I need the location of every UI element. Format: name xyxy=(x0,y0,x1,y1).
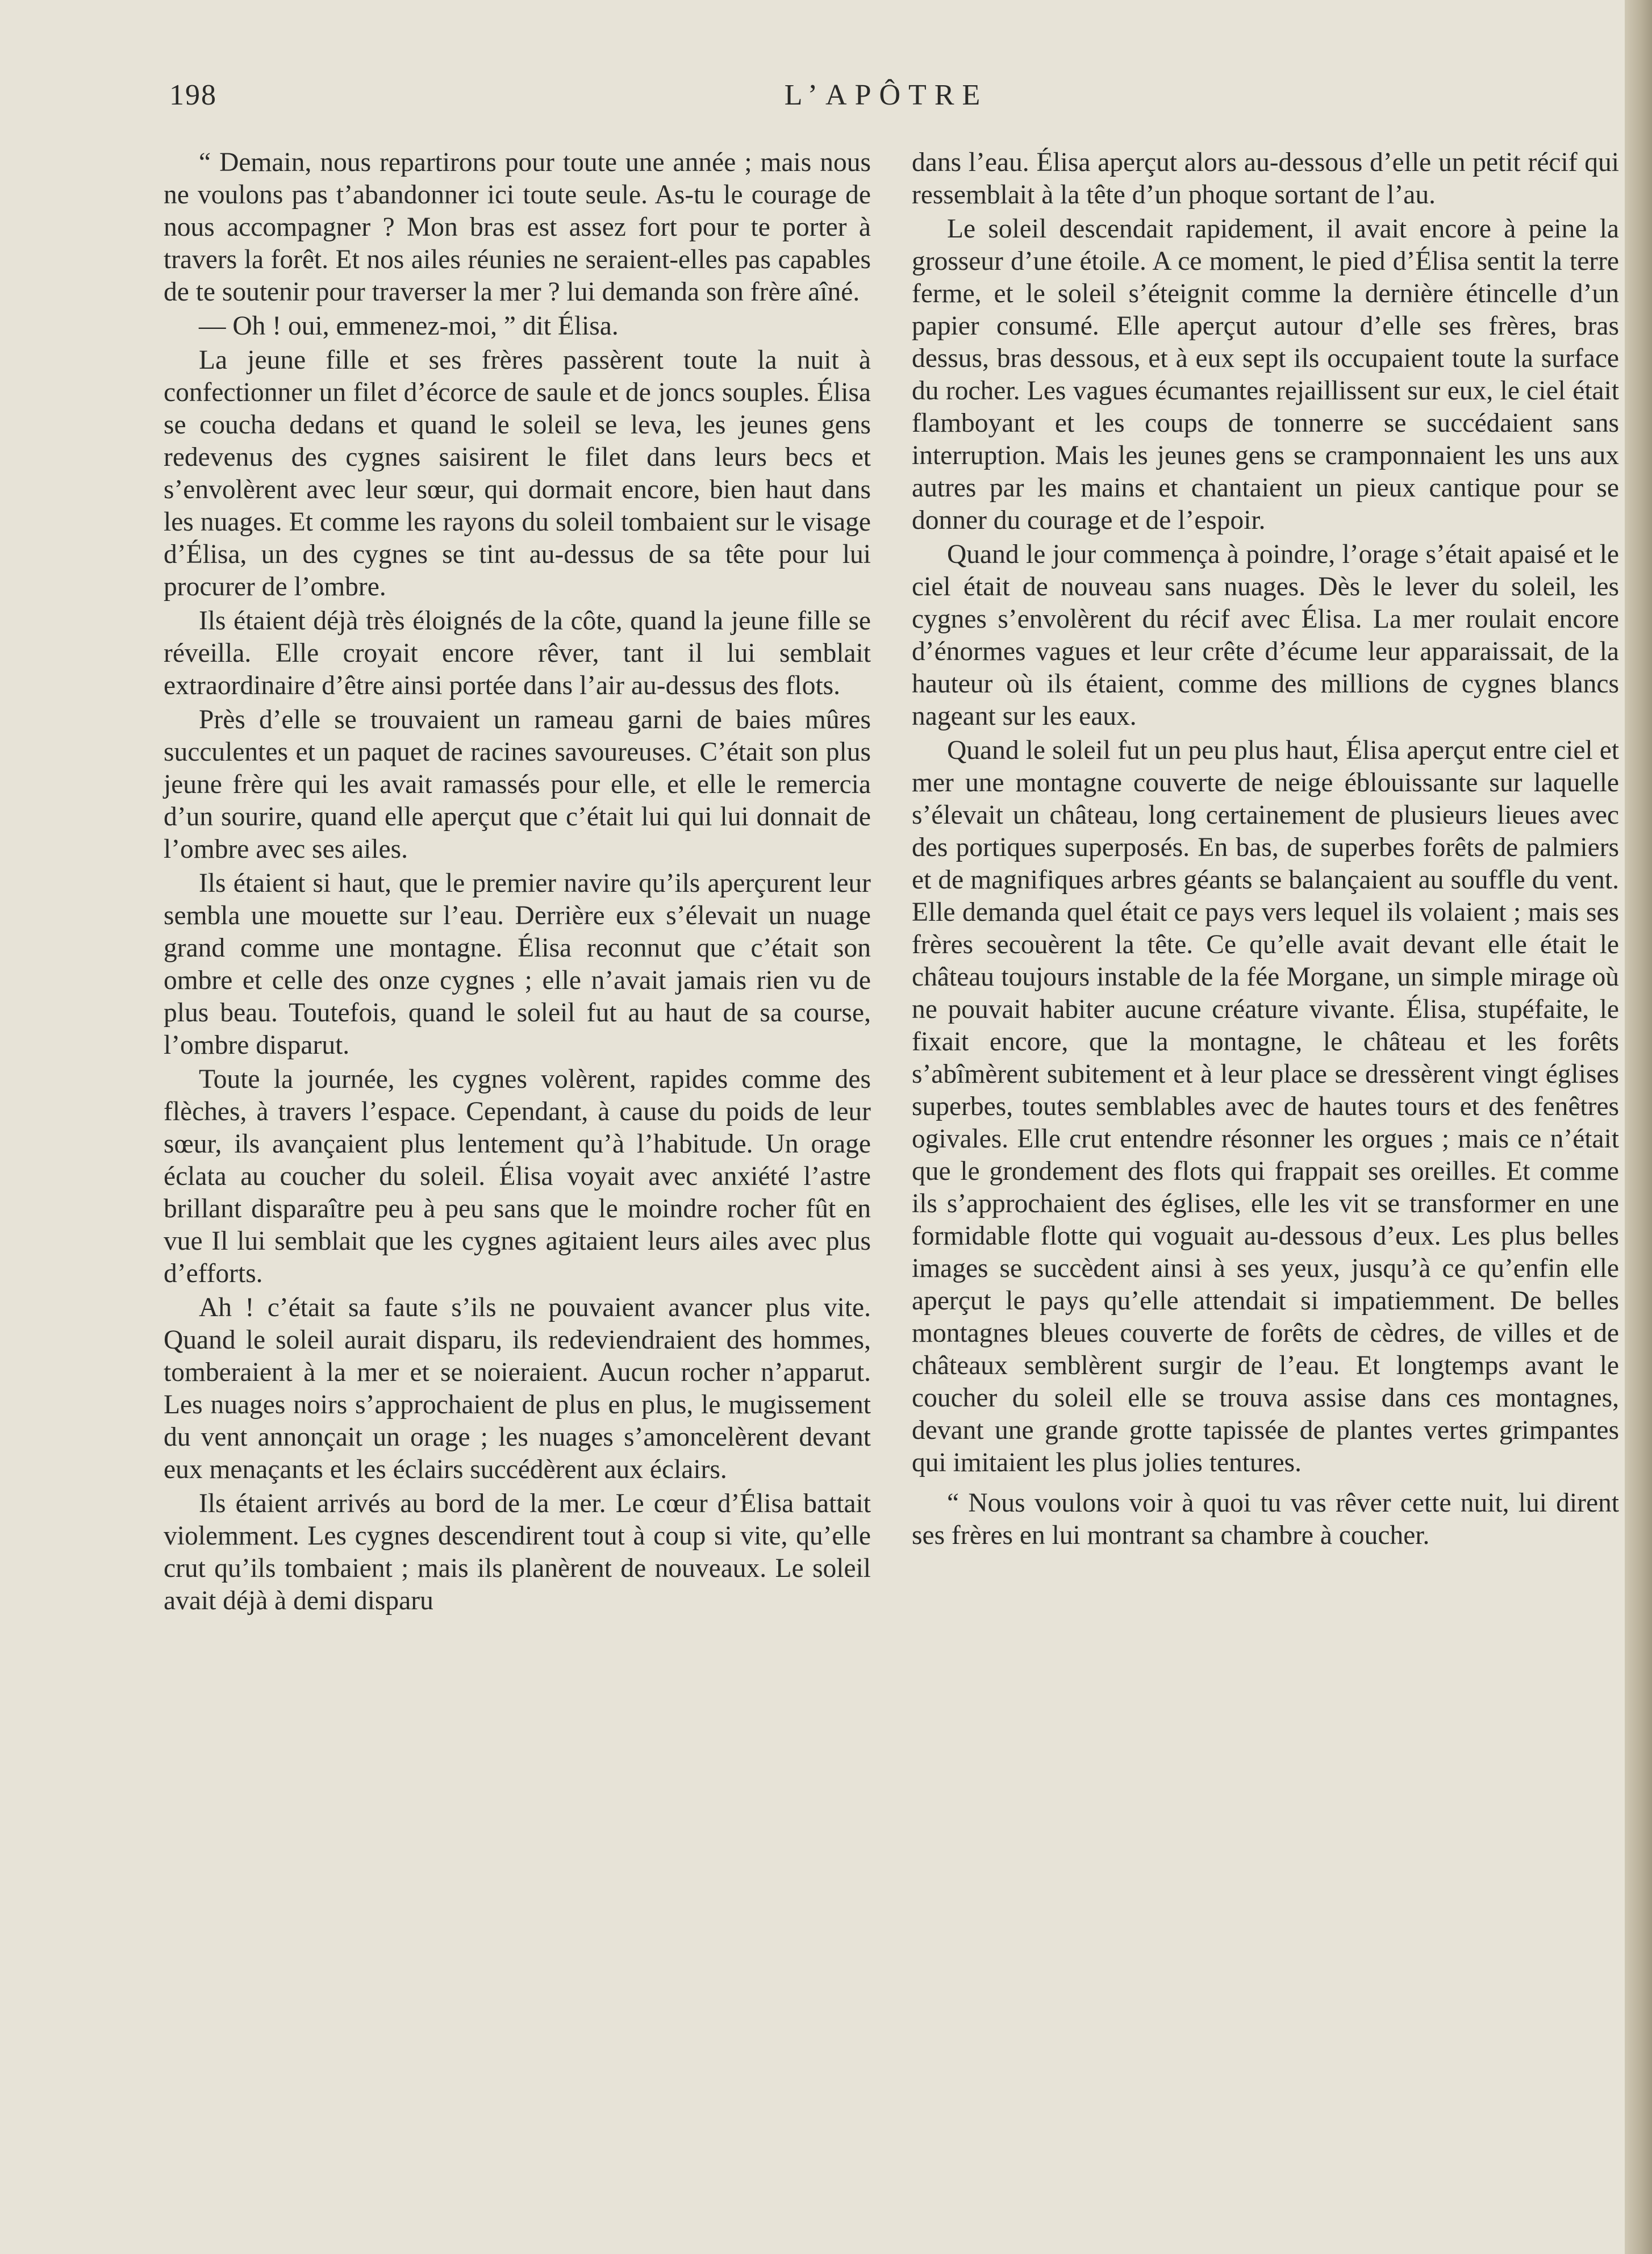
paragraph: dans l’eau. Élisa aperçut alors au-dessous d’elle un petit récif qui ressemblait à la tête d’un phoque sortant de l’au. xyxy=(912,148,1619,210)
paragraph: Quand le jour commença à poindre, l’orage s’était apaisé et le ciel était de nouveau sans nuages. Dès le lever du soleil, les cygnes s’envolèrent du récif avec Élisa. La mer roulait encore d’énormes vagues et leur crête d’écume leur apparaissait, de la hauteur où ils étaient, comme des millions de cygnes blancs nageant sur les eaux. xyxy=(912,540,1619,731)
paragraph: Ils étaient arrivés au bord de la mer. Le cœur d’Élisa battait violemment. Les cygnes descendirent tout à coup si vite, qu’elle crut qu’ils tombaient ; mais ils planèrent de nouveaux. Le soleil avait déjà à demi disparu xyxy=(164,1489,871,1616)
paragraph: Ils étaient déjà très éloignés de la côte, quand la jeune fille se réveilla. Elle croyait encore rêver, tant il lui semblait extraordinaire d’être ainsi portée dans l’air au-dessus des flots. xyxy=(164,606,871,700)
paragraph: “ Nous voulons voir à quoi tu vas rêver cette nuit, lui dirent ses frères en lui montrant sa chambre à coucher. xyxy=(912,1488,1619,1550)
right-column xyxy=(912,147,1619,1552)
paragraph: Près d’elle se trouvaient un rameau garni de baies mûres succulentes et un paquet de racines savoureuses. C’était son plus jeune frère qui les avait ramassés pour elle, et elle le remercia d’un sourire, quand elle aperçut que c’était lui qui lui donnait de l’ombre avec ses ailes. xyxy=(164,705,871,864)
paragraph: Quand le soleil fut un peu plus haut, Élisa aperçut entre ciel et mer une montagne couverte de neige éblouissante sur laquelle s’élevait un château, long certainement de plusieurs lieues avec des portiques superposés. En bas, de superbes forêts de palmiers et de magnifiques arbres géants se balançaient au souffle du vent. Elle demanda quel était ce pays vers lequel ils volaient ; mais ses frères secouèrent la tête. Ce qu’elle avait devant elle était le château toujours instable de la fée Morgane, un simple mirage où ne pouvait habiter aucune créature vivante. Élisa, stupéfaite, le fixait encore, que la montagne, le château et les forêts s’abîmèrent subitement et à leur place se dressèrent vingt églises superbes, toutes semblables avec de hautes tours et des fenêtres ogivales. Elle crut entendre résonner les orgues ; mais ce n’était que le grondement des flots qui frappait ses oreilles. Et comme ils s’approchaient des églises, elle les vit se transformer en une formidable flotte qui voguait au-dessous d’eux. Les plus belles images se succèdent ainsi à ses yeux, jusqu’à ce qu’enfin elle aperçut le pays qu’elle attendait si impatiemment. De belles montagnes bleues couverte de forêts de cèdres, de villes et de châteaux semblèrent surgir de l’eau. Et longtemps avant le coucher du soleil elle se trouva assise dans ces montagnes, devant une grande grotte tapissée de plantes vertes grimpantes qui imitaient les plus jolies tentures. xyxy=(912,736,1619,1477)
page-header xyxy=(165,74,1608,119)
paragraph: “ Demain, nous repartirons pour toute une année ; mais nous ne voulons pas t’abandonner ici toute seule. As-tu le courage de nous accompagner ? Mon bras est assez fort pour te porter à travers la forêt. Et nos ailes réunies ne seraient-elles pas capables de te soutenir pour traverser la mer ? lui demanda son frère aîné. xyxy=(164,148,871,307)
left-column xyxy=(164,147,871,1617)
paragraph: Ils étaient si haut, que le premier navire qu’ils aperçurent leur sembla une mouette sur l’eau. Derrière eux s’élevait un nuage grand comme une montagne. Élisa reconnut que c’était son ombre et celle des onze cygnes ; elle n’avait jamais rien vu de plus beau. Toutefois, quand le soleil fut au haut de sa course, l’ombre disparut. xyxy=(164,869,871,1060)
paragraph: Ah ! c’était sa faute s’ils ne pouvaient avancer plus vite. Quand le soleil aurait disparu, ils redeviendraient des hommes, tomberaient à la mer et se noieraient. Aucun rocher n’apparut. Les nuages noirs s’approchaient de plus en plus, le mugissement du vent annonçait un orage ; les nuages s’amoncelèrent devant eux menaçants et les éclairs succédèrent aux éclairs. xyxy=(164,1293,871,1484)
paragraph: — Oh ! oui, emmenez-moi, ” dit Élisa. xyxy=(199,311,619,341)
page-binding-edge xyxy=(1625,0,1652,2254)
paragraph: Le soleil descendait rapidement, il avait encore à peine la grosseur d’une étoile. A ce moment, le pied d’Élisa sentit la terre ferme, et le soleil s’éteignit comme la dernière étincelle d’un papier consumé. Elle aperçut autour d’elle ses frères, bras dessus, bras dessous, et à eux sept ils occupaient toute la surface du rocher. Les vagues écumantes rejaillissent sur eux, le ciel était flamboyant et les coups de tonnerre se succédaient sans interruption. Mais les jeunes gens se cramponnaient les uns aux autres par les mains et chantaient un pieux cantique pour se donner du courage et de l’espoir. xyxy=(912,214,1619,535)
running-title: L’APÔTRE xyxy=(784,79,988,111)
paragraph: Toute la journée, les cygnes volèrent, rapides comme des flèches, à travers l’espace. Cependant, à cause du poids de leur sœur, ils avançaient plus lentement qu’à l’habitude. Un orage éclata au coucher du soleil. Élisa voyait avec anxiété l’astre brillant disparaître peu à peu sans que le moindre rocher fût en vue Il lui semblait que les cygnes agitaient leurs ailes avec plus d’efforts. xyxy=(164,1065,871,1288)
paragraph: La jeune fille et ses frères passèrent toute la nuit à confectionner un filet d’écorce de saule et de joncs souples. Élisa se coucha dedans et quand le soleil se leva, les jeunes gens redevenus des cygnes saisirent le filet dans leurs becs et s’envolèrent avec leur sœur, qui dormait encore, bien haut dans les nuages. Et comme les rayons du soleil tombaient sur le visage d’Élisa, un des cygnes se tint au-dessus de sa tête pour lui procurer de l’ombre. xyxy=(164,345,871,602)
page-number: 198 xyxy=(169,79,217,111)
